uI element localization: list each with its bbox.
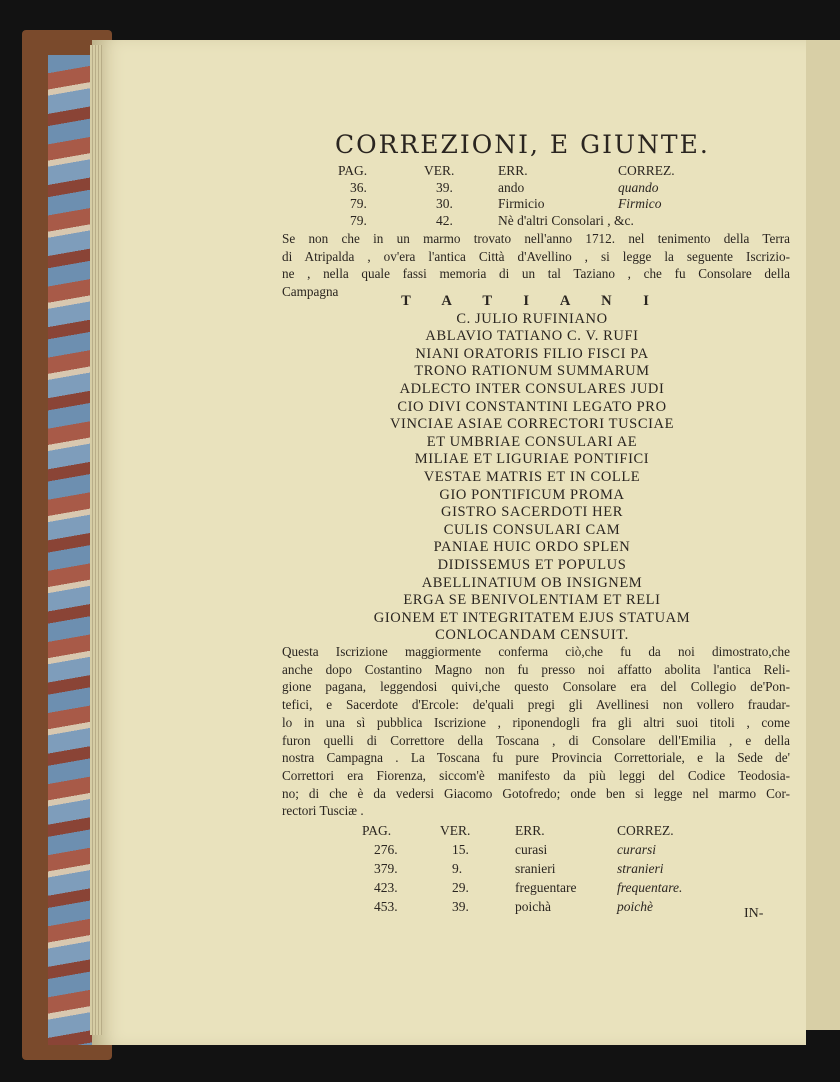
inscription-line: C. JULIO RUFINIANO	[456, 310, 608, 327]
table-cell: 39.	[436, 179, 453, 195]
text-line: di Atripalda , ov'era l'antica Città d'Avellino , si legge la seguente Iscrizio-	[282, 248, 790, 264]
column-header: VER.	[424, 163, 455, 178]
text-line: anche dopo Costantino Magno non fu presso noi affatto abolita l'antica Reli-	[282, 661, 790, 677]
text-line: furon quelli di Correttore della Toscana , di Consolare dell'Emilia , e della	[282, 732, 790, 748]
table-cell: 15.	[452, 842, 469, 857]
table-cell: poichà	[515, 899, 551, 914]
table-cell: 79.	[350, 196, 367, 211]
inscription-line: TRONO RATIONUM SUMMARUM	[414, 363, 650, 380]
column-header: VER.	[440, 823, 471, 838]
table-cell: frequentare.	[617, 880, 683, 895]
inscription-line: ET UMBRIAE CONSULARI AE	[426, 433, 638, 450]
table-cell: Firmicio	[498, 196, 545, 211]
table-cell: 276.	[374, 842, 398, 857]
inscription-line: MILIAE ET LIGURIAE PONTIFICI	[414, 451, 650, 468]
inscription-line: ERGA SE BENIVOLENTIAM ET RELI	[403, 592, 661, 609]
table-cell: Firmico	[618, 196, 662, 211]
inscription-line: CONLOCANDAM CENSUIT.	[435, 627, 629, 644]
text-line: Correttori era Fiorenza, siccom'è manifesto da più leggi del Codice Teodosia-	[282, 767, 790, 783]
text-line: Se non che in un marmo trovato nell'anno 1712. nel tenimento della Terra	[282, 231, 790, 246]
table-cell: 379.	[374, 861, 398, 876]
inscription-line: GIO PONTIFICUM PROMA	[439, 486, 625, 503]
inscription-line: PANIAE HUIC ORDO SPLEN	[433, 539, 631, 556]
marbled-endpaper	[48, 55, 92, 1045]
table-cell: freguentare	[515, 880, 577, 895]
inscription-line: GIONEM ET INTEGRITATEM EJUS STATUAM	[373, 609, 691, 626]
text-line: nostra Campagna . La Toscana fu pure Provincia Correttoriale, e la Sede de'	[282, 750, 790, 766]
table-cell: 36.	[350, 179, 367, 195]
column-header: ERR.	[515, 823, 545, 838]
table-cell: poichè	[617, 899, 653, 914]
table-cell: curasi	[515, 842, 548, 857]
text-line: Campagna	[282, 283, 339, 299]
table-cell: 39.	[452, 899, 469, 914]
inscription-line: NIANI ORATORIS FILIO FISCI PA	[415, 345, 649, 362]
table-cell: ando	[498, 179, 525, 195]
text-line: lo in una sì pubblica Iscrizione , riponendogli fra gli altri suoi titoli , come	[282, 714, 790, 730]
table-cell: curarsi	[617, 842, 657, 857]
table-cell: 423.	[374, 880, 398, 895]
text-line: rectori Tusciæ .	[282, 803, 364, 819]
inscription-line: ABLAVIO TATIANO C. V. RUFI	[425, 328, 639, 345]
inscription-line: DIDISSEMUS ET POPULUS	[437, 557, 627, 573]
column-header: PAG.	[338, 163, 368, 178]
column-header: PAG.	[362, 823, 392, 838]
column-header: ERR.	[498, 163, 528, 178]
text-line: gione pagana, leggendosi quivi,che questo Consolare era del Collegio de'Pon-	[282, 679, 790, 695]
table-cell: sranieri	[515, 861, 556, 876]
inscription-line: VESTAE MATRIS ET IN COLLE	[423, 469, 641, 485]
table-cell: 30.	[436, 196, 453, 211]
table-cell: 9.	[452, 861, 463, 876]
text-line: no; di che è da vedersi Giacomo Gotofredo; onde ben si legge nel marmo Cor-	[282, 785, 790, 801]
inscription-line: CULIS CONSULARI CAM	[443, 521, 621, 538]
table-cell: 42.	[436, 212, 453, 228]
text-line: Questa Iscrizione maggiormente conferma ciò,che fu da noi dimostrato,che	[282, 644, 790, 659]
column-header: CORREZ.	[617, 823, 674, 838]
inscription-line: GISTRO SACERDOTI HER	[441, 504, 623, 521]
text-line: tefici, e Sacerdote d'Ercole: de'quali pregi gli Avellinesi non vollero fraudar-	[282, 697, 790, 713]
page-edges	[90, 45, 102, 1035]
page-title: CORREZIONI, E GIUNTE.	[335, 130, 710, 159]
table-cell: 29.	[452, 880, 469, 895]
table-cell: 79.	[350, 212, 367, 228]
table-cell: stranieri	[617, 861, 664, 876]
column-header: CORREZ.	[618, 163, 675, 178]
inscription-line: ADLECTO INTER CONSULARES JUDI	[399, 381, 665, 397]
table-cell: quando	[618, 179, 659, 195]
next-page-edge	[800, 40, 840, 1030]
inscription-line: ABELLINATIUM OB INSIGNEM	[421, 574, 643, 591]
inscription-line: CIO DIVI CONSTANTINI LEGATO PRO	[397, 398, 667, 415]
inscription-line: VINCIAE ASIAE CORRECTORI TUSCIAE	[389, 416, 675, 433]
inscription-line: T A T I A N I	[401, 293, 663, 309]
table-cell: Nè d'altri Consolari , &c.	[498, 212, 634, 228]
text-line: ne , nella quale fassi memoria di un tal Taziano , che fu Consolare della	[282, 266, 790, 281]
catchword: IN-	[744, 906, 764, 921]
table-cell: 453.	[374, 899, 398, 914]
